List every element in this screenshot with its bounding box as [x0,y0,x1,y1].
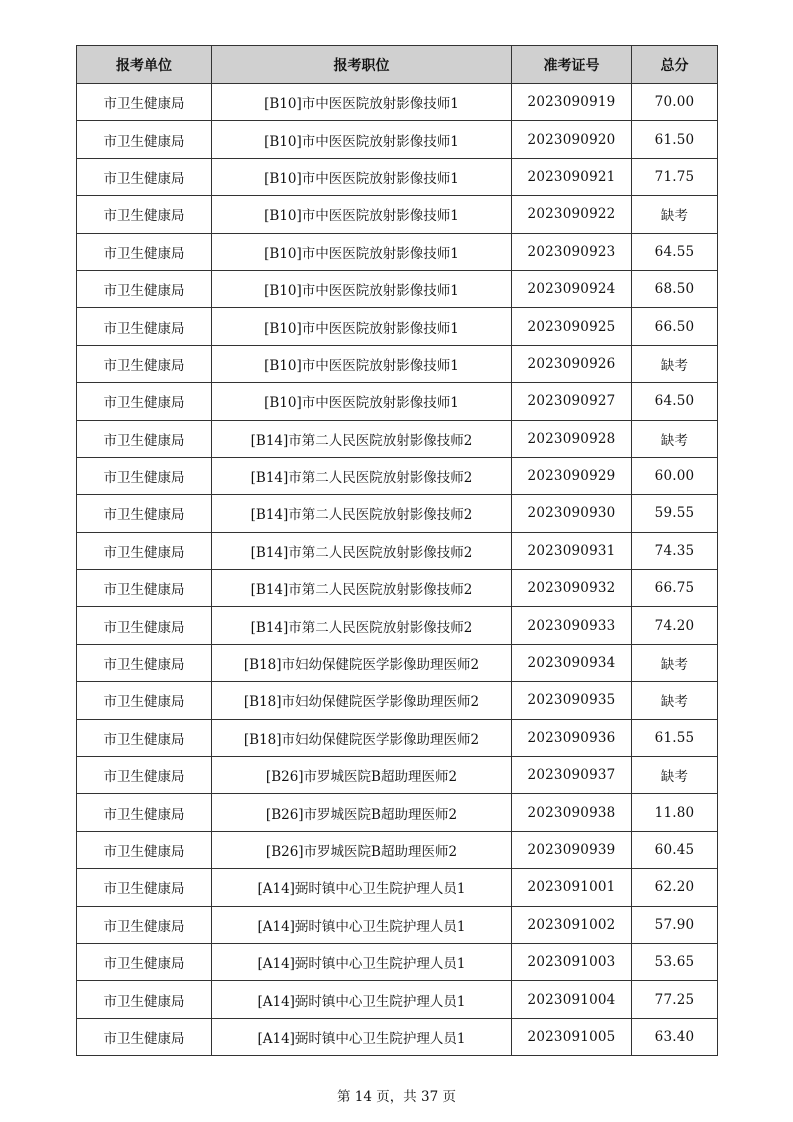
cell-position: [B10]市中医医院放射影像技师1 [212,383,512,420]
table-row [77,420,718,457]
cell-total-score: 70.00 [632,84,718,121]
cell-position: [B10]市中医医院放射影像技师1 [212,84,512,121]
cell-exam-number: 2023090930 [512,495,632,532]
table-row [77,794,718,831]
table-row [77,1018,718,1055]
table-row [77,84,718,121]
cell-unit: 市卫生健康局 [77,308,212,345]
cell-total-score: 60.00 [632,457,718,494]
cell-total-score: 59.55 [632,495,718,532]
cell-position: [B18]市妇幼保健院医学影像助理医师2 [212,682,512,719]
cell-position: [B10]市中医医院放射影像技师1 [212,345,512,382]
cell-position: [A14]弼时镇中心卫生院护理人员1 [212,943,512,980]
header-position: 报考职位 [212,46,512,84]
table-row [77,308,718,345]
cell-total-score: 63.40 [632,1018,718,1055]
cell-position: [B14]市第二人民医院放射影像技师2 [212,607,512,644]
cell-position: [A14]弼时镇中心卫生院护理人员1 [212,981,512,1018]
cell-exam-number: 2023090936 [512,719,632,756]
cell-position: [B10]市中医医院放射影像技师1 [212,121,512,158]
cell-total-score: 71.75 [632,158,718,195]
cell-position: [B26]市罗城医院B超助理医师2 [212,831,512,868]
table-row [77,869,718,906]
cell-exam-number: 2023090929 [512,457,632,494]
cell-total-score: 74.20 [632,607,718,644]
cell-position: [B14]市第二人民医院放射影像技师2 [212,420,512,457]
cell-position: [B14]市第二人民医院放射影像技师2 [212,457,512,494]
table-row [77,457,718,494]
cell-total-score: 缺考 [632,644,718,681]
table-row [77,644,718,681]
cell-exam-number: 2023091001 [512,869,632,906]
cell-unit: 市卫生健康局 [77,757,212,794]
cell-position: [A14]弼时镇中心卫生院护理人员1 [212,1018,512,1055]
table-row [77,719,718,756]
cell-exam-number: 2023090924 [512,270,632,307]
cell-position: [B10]市中医医院放射影像技师1 [212,196,512,233]
cell-exam-number: 2023090939 [512,831,632,868]
table-row [77,831,718,868]
table-row [77,943,718,980]
table-row [77,981,718,1018]
cell-position: [B14]市第二人民医院放射影像技师2 [212,532,512,569]
cell-exam-number: 2023090937 [512,757,632,794]
cell-unit: 市卫生健康局 [77,794,212,831]
table-row [77,270,718,307]
cell-unit: 市卫生健康局 [77,869,212,906]
score-table [76,45,718,1056]
page-number-footer: 第 14 页，共 37 页 [336,1089,457,1105]
cell-total-score: 66.75 [632,570,718,607]
cell-total-score: 77.25 [632,981,718,1018]
cell-exam-number: 2023090935 [512,682,632,719]
cell-exam-number: 2023091003 [512,943,632,980]
cell-total-score: 缺考 [632,682,718,719]
cell-position: [B18]市妇幼保健院医学影像助理医师2 [212,719,512,756]
cell-total-score: 61.50 [632,121,718,158]
cell-position: [B26]市罗城医院B超助理医师2 [212,757,512,794]
header-row [77,46,718,84]
cell-unit: 市卫生健康局 [77,457,212,494]
cell-total-score: 缺考 [632,757,718,794]
cell-position: [B14]市第二人民医院放射影像技师2 [212,495,512,532]
cell-unit: 市卫生健康局 [77,644,212,681]
cell-unit: 市卫生健康局 [77,682,212,719]
table-row [77,495,718,532]
cell-position: [B10]市中医医院放射影像技师1 [212,233,512,270]
cell-total-score: 缺考 [632,196,718,233]
cell-unit: 市卫生健康局 [77,270,212,307]
cell-unit: 市卫生健康局 [77,196,212,233]
cell-unit: 市卫生健康局 [77,420,212,457]
table-row [77,757,718,794]
cell-unit: 市卫生健康局 [77,158,212,195]
cell-unit: 市卫生健康局 [77,383,212,420]
cell-exam-number: 2023091005 [512,1018,632,1055]
cell-total-score: 64.55 [632,233,718,270]
table-row [77,570,718,607]
header-unit: 报考单位 [77,46,212,84]
table-header [77,46,718,84]
cell-unit: 市卫生健康局 [77,121,212,158]
cell-unit: 市卫生健康局 [77,1018,212,1055]
table-row [77,121,718,158]
cell-exam-number: 2023090926 [512,345,632,382]
cell-unit: 市卫生健康局 [77,495,212,532]
cell-unit: 市卫生健康局 [77,233,212,270]
cell-total-score: 61.55 [632,719,718,756]
cell-total-score: 64.50 [632,383,718,420]
table-row [77,233,718,270]
cell-position: [B14]市第二人民医院放射影像技师2 [212,570,512,607]
table-row [77,158,718,195]
table-row [77,906,718,943]
cell-position: [B10]市中医医院放射影像技师1 [212,308,512,345]
cell-exam-number: 2023090938 [512,794,632,831]
cell-position: [B10]市中医医院放射影像技师1 [212,270,512,307]
cell-exam-number: 2023090922 [512,196,632,233]
cell-exam-number: 2023090934 [512,644,632,681]
cell-position: [A14]弼时镇中心卫生院护理人员1 [212,906,512,943]
cell-position: [B26]市罗城医院B超助理医师2 [212,794,512,831]
cell-total-score: 53.65 [632,943,718,980]
cell-exam-number: 2023090928 [512,420,632,457]
cell-unit: 市卫生健康局 [77,943,212,980]
cell-exam-number: 2023090925 [512,308,632,345]
table-row [77,532,718,569]
cell-unit: 市卫生健康局 [77,607,212,644]
cell-exam-number: 2023090919 [512,84,632,121]
cell-total-score: 68.50 [632,270,718,307]
cell-total-score: 74.35 [632,532,718,569]
table-row [77,383,718,420]
table-body [77,84,718,1056]
header-total-score: 总分 [632,46,718,84]
cell-unit: 市卫生健康局 [77,570,212,607]
cell-exam-number: 2023091004 [512,981,632,1018]
cell-exam-number: 2023091002 [512,906,632,943]
cell-position: [B10]市中医医院放射影像技师1 [212,158,512,195]
cell-exam-number: 2023090923 [512,233,632,270]
cell-exam-number: 2023090920 [512,121,632,158]
table-row [77,196,718,233]
cell-unit: 市卫生健康局 [77,719,212,756]
cell-total-score: 62.20 [632,869,718,906]
cell-total-score: 缺考 [632,420,718,457]
cell-exam-number: 2023090921 [512,158,632,195]
cell-total-score: 11.80 [632,794,718,831]
header-exam-number: 准考证号 [512,46,632,84]
table-row [77,607,718,644]
cell-total-score: 66.50 [632,308,718,345]
cell-exam-number: 2023090927 [512,383,632,420]
cell-total-score: 60.45 [632,831,718,868]
cell-unit: 市卫生健康局 [77,906,212,943]
cell-position: [B18]市妇幼保健院医学影像助理医师2 [212,644,512,681]
table-row [77,682,718,719]
table-row [77,345,718,382]
cell-exam-number: 2023090933 [512,607,632,644]
cell-unit: 市卫生健康局 [77,532,212,569]
cell-total-score: 缺考 [632,345,718,382]
cell-unit: 市卫生健康局 [77,831,212,868]
cell-position: [A14]弼时镇中心卫生院护理人员1 [212,869,512,906]
cell-total-score: 57.90 [632,906,718,943]
cell-unit: 市卫生健康局 [77,84,212,121]
cell-exam-number: 2023090932 [512,570,632,607]
cell-unit: 市卫生健康局 [77,981,212,1018]
cell-exam-number: 2023090931 [512,532,632,569]
cell-unit: 市卫生健康局 [77,345,212,382]
